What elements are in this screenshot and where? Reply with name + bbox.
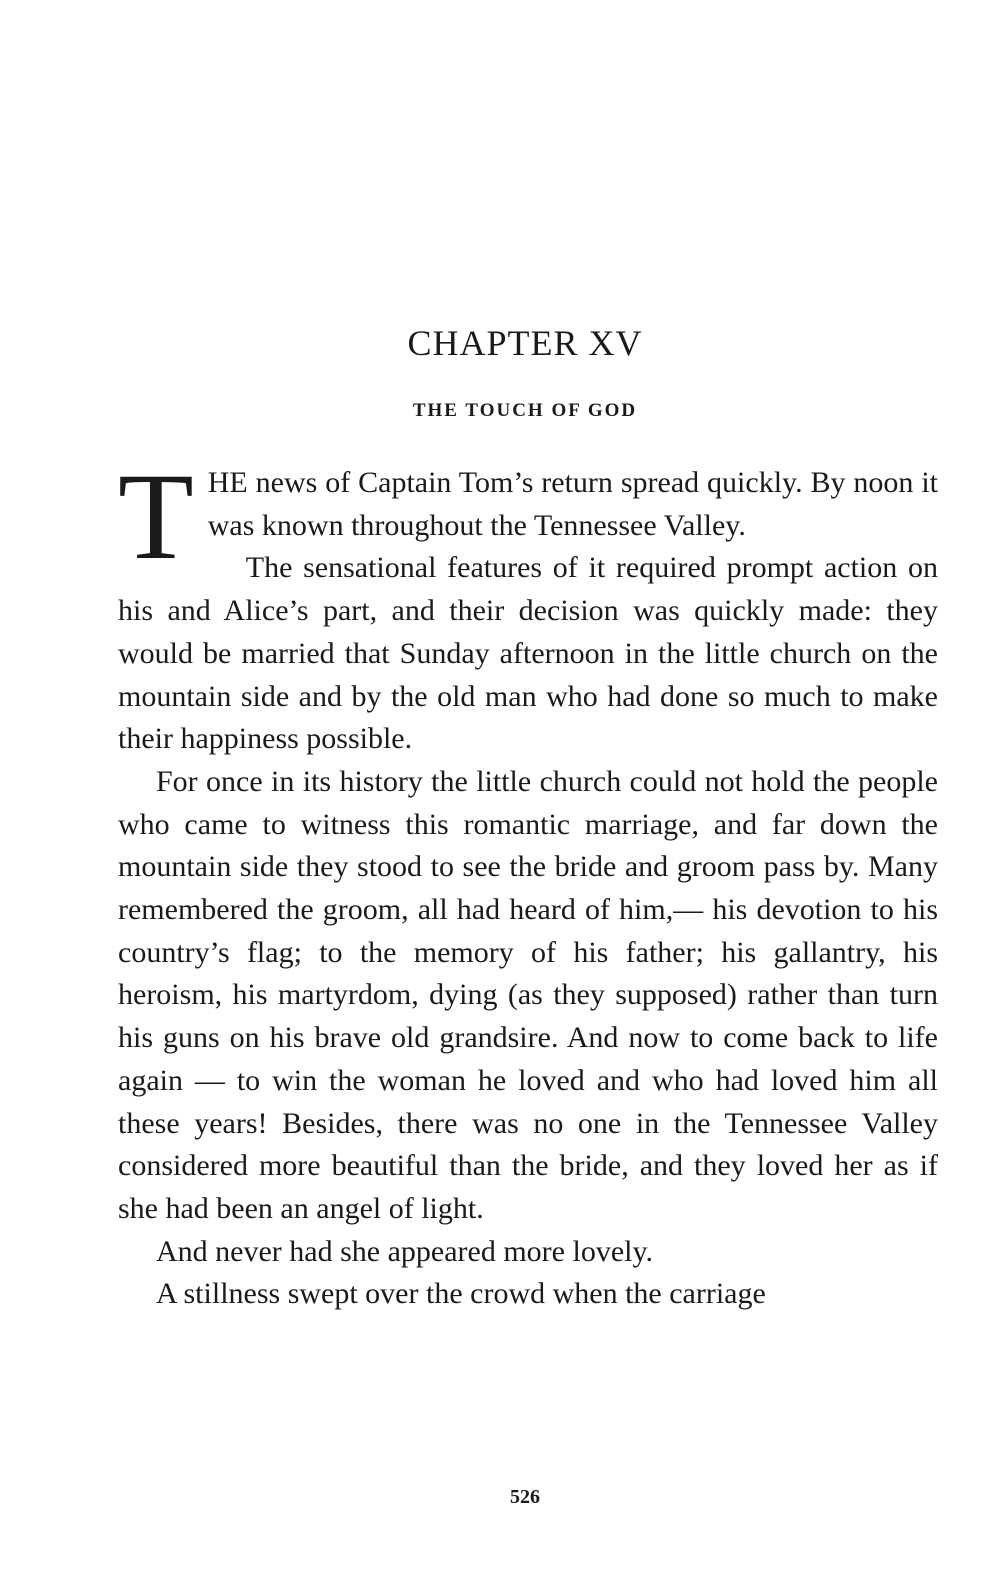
paragraph-3: For once in its history the little church could not hold the people who came to witness this romantic marriage, and far down the mountain side they stood to see the bride and groom pass by. Many remembered the groom, all had heard of him,— his devotion to his country’s flag; to the memory of his father; his gallantry, his heroism, his martyrdom, dying (as they supposed) rather than turn his guns on his brave old grandsire. And now to come back to life again — to win the woman he loved and who had loved him all these years! Besides, there was no one in the Tennessee Valley considered more beautiful than the bride, and they loved her as if she had been an angel of light. <box>118 764 938 1225</box>
paragraph-1-text: HE news of Captain Tom’s return spread quickly. By noon it was known throughout the Tennessee Valley. <box>207 466 938 542</box>
body-text <box>118 448 938 1316</box>
paragraph-2: The sensational features of it required prompt action on his and Alice’s part, and their decision was quickly made: they would be married that Sunday afternoon in the little church on the mountain side and by the old man who had done so much to make their happiness possible. <box>118 551 938 756</box>
paragraph-4: And never had she appeared more lovely. <box>156 1234 654 1268</box>
drop-cap: T <box>118 448 194 585</box>
chapter-title: THE TOUCH OF GOD <box>412 400 638 421</box>
page-number: 526 <box>510 1486 540 1508</box>
chapter-heading: CHAPTER XV <box>407 323 643 363</box>
paragraph-1 <box>118 448 938 585</box>
paragraph-5: A stillness swept over the crowd when the carriage <box>156 1277 766 1311</box>
